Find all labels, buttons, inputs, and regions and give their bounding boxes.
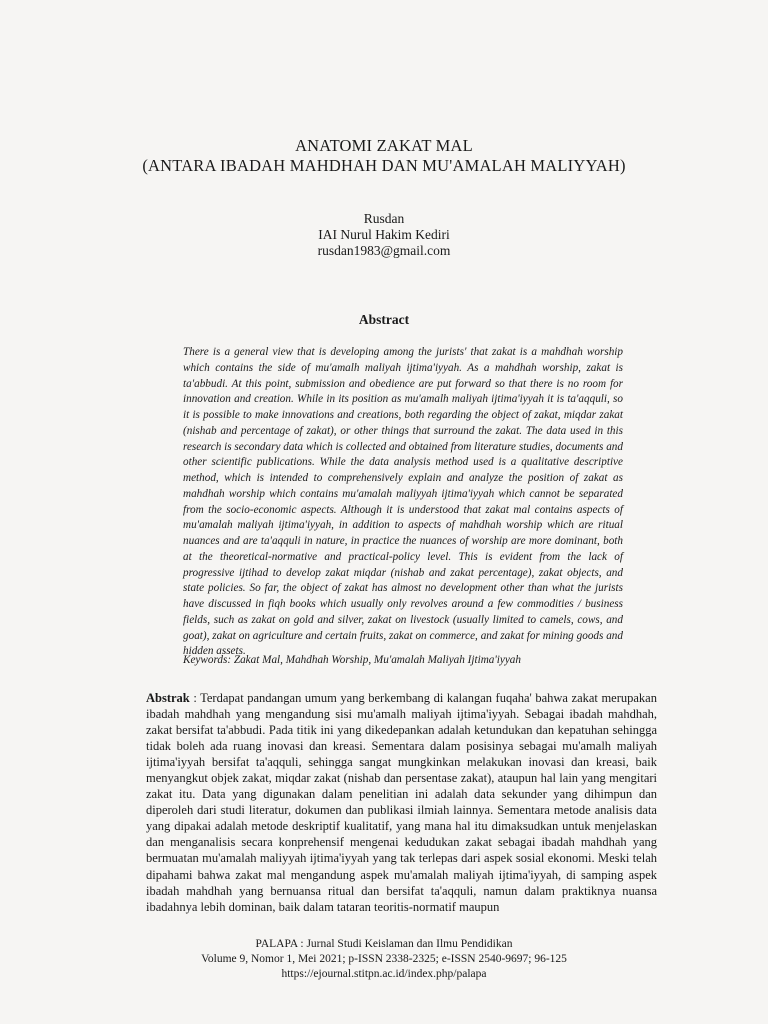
journal-footer [0,937,768,982]
abstract-heading: Abstract [358,312,410,327]
abstrak-indonesian [146,690,657,922]
author-block [0,211,768,259]
author-name: Rusdan [363,211,405,226]
title-line-1: ANATOMI ZAKAT MAL [295,136,473,155]
paper-title [0,136,768,176]
author-institution: IAI Nurul Hakim Kediri [318,227,450,242]
footer-volume-info: Volume 9, Nomor 1, Mei 2021; p-ISSN 2338-2325; e-ISSN 2540-9697; 96-125 [201,953,567,965]
footer-journal-name: PALAPA : Jurnal Studi Keislaman dan Ilmu Pendidikan [255,938,513,950]
footer-url[interactable]: https://ejournal.stitpn.ac.id/index.php/palapa [281,968,487,980]
keywords: Keywords: Zakat Mal, Mahdhah Worship, Mu'amalah Maliyah Ijtima'iyyah [183,654,521,666]
author-email: rusdan1983@gmail.com [317,243,451,258]
title-line-2: (ANTARA IBADAH MAHDHAH DAN MU'AMALAH MALIYYAH) [142,156,626,175]
abstract-english-text: There is a general view that is developing among the jurists' that zakat is a mahdhah worship which contains the side of mu'amalh maliyah ijtima'iyyah. As a mahdhah worship, zakat is ta'abbudi. At this point, submission and obedience are put forward so that there is no room for innovation and creation. While in its position as mu'amalh maliyah ijtima'iyyah it is ta'aqquli, so it is possible to make innovations and creations, both regarding the object of zakat, miqdar zakat (nishab and percentage of zakat), or other things that surround the zakat. The data used in this research is secondary data which is collected and obtained from literature studies, documents and other scientific publications. While the data analysis method used is a qualitative descriptive method, which is intended to comprehensively explain and analyze the position of zakat as mahdhah worship which contains mu'amalah maliyyah ijtima'iyyah which cannot be separated from the socio-economic aspects. Although it is understood that zakat mal contains aspects of mu'amalah maliyah ijtima'iyyah, in addition to aspects of mahdhah worship which are ritual nuances and are ta'aqquli in nature, in practice the nuances of worship are more dominant, both at the theoretical-normative and practical-policy level. This is evident from the lack of progressive ijtihad to develop zakat miqdar (nishab and zakat percentage), zakat objects, and state policies. So far, the object of zakat has almost no development other than what the jurists have discussed in fiqh books which usually only revolves around a few commodities / business fields, such as zakat on gold and silver, zakat on livestock (usually limited to camels, cows, and goat), zakat on agriculture and certain fruits, zakat on commerce, and zakat for mining goods and hidden assets. [183,346,623,658]
abstrak-label: Abstrak [146,691,190,705]
abstrak-text: : Terdapat pandangan umum yang berkembang di kalangan fuqaha' bahwa zakat merupakan ibadah mahdhah yang mengandung sisi mu'amalh maliyah ijtima'iyyah. Sebagai ibadah mahdhah, zakat bersifat ta'abbudi. Pada titik ini yang dikedepankan adalah ketundukan dan kepatuhan sehingga tidak boleh ada ruang inovasi dan kreasi. Sementara dalam posisinya sebagai mu'amalh maliyah ijtima'iyyah bersifat ta'aqquli, sehingga sangat mungkinkan melakukan inovasi dan kreasi, baik menyangkut objek zakat, miqdar zakat (nishab dan persentase zakat), ataupun hal lain yang mengitari zakat itu. Data yang digunakan dalam penelitian ini adalah data sekunder yang dihimpun dan diperoleh dari studi literatur, dokumen dan publikasi ilmiah lainnya. Sementara metode analisis data yang dipakai adalah metode deskriptif kualitatif, yang mana hal itu dimaksudkan untuk menjelaskan dan menganalisis secara konprehensif mengenai kedudukan zakat sebagai ibadah mahdhah yang bermuatan mu'amalah maliyyah ijtima'iyyah yang tak terlepas dari aspek sosial ekonomi. Meski telah dipahami bahwa zakat mal mengandung aspek mu'amalah maliyah ijtima'iyyah, di samping aspek ibadah mahdhah yang bernuansa ritual dan bersifat ta'aqquli, namun dalam praktiknya nuansa ibadahnya lebih dominan, baik dalam tataran teoritis-normatif maupun [146,691,657,914]
